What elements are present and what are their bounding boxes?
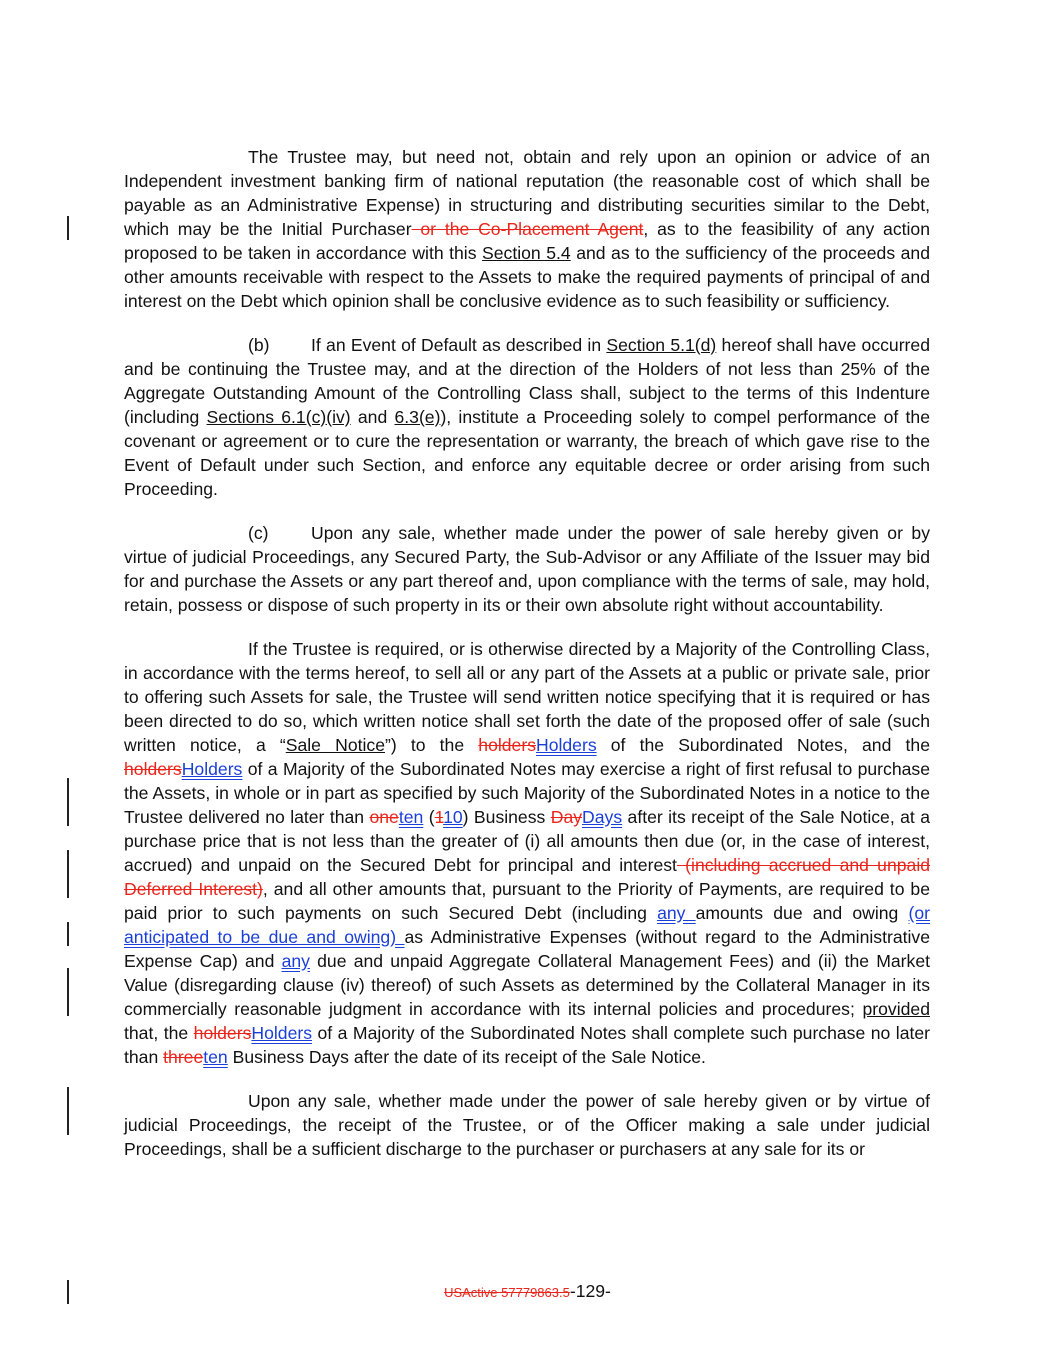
section-reference: Section 5.4 bbox=[482, 243, 571, 263]
text: Upon any sale, whether made under the power of sale hereby given or by virtue of judicial Proceedings, any Secured Party, the Sub-Advisor or any Affiliate of the Issuer may bid for and purchase the Assets or any part thereof and, upon compliance with the terms of sale, may hold, retain, possess or dispose of such property in its or their own absolute right without accountability. bbox=[124, 523, 930, 615]
defined-term: provided bbox=[862, 999, 930, 1019]
paragraph-trustee-opinion bbox=[124, 145, 930, 313]
text: ) Business bbox=[462, 807, 551, 827]
paragraph-c bbox=[124, 521, 930, 617]
inserted-text: Days bbox=[582, 807, 623, 827]
change-bar bbox=[67, 922, 69, 946]
text: of a Majority of the Subordinated Notes may exercise a right of first refusal to purchase the Assets, in whole or in part as specified by such Majority of the Subordinated Notes in a notice to the Trustee delivered no later than bbox=[124, 759, 930, 827]
change-bar bbox=[67, 1087, 69, 1135]
deleted-text: holders bbox=[124, 759, 182, 779]
inserted-text: (or anticipated to be due and owing) bbox=[124, 903, 930, 947]
paragraph-sale-notice bbox=[124, 637, 930, 1069]
deleted-text: three bbox=[163, 1047, 204, 1067]
inserted-text: ten bbox=[203, 1047, 228, 1067]
deleted-text: holders bbox=[478, 735, 536, 755]
text: of a Majority of the Subordinated Notes shall complete such purchase no later than bbox=[124, 1023, 931, 1067]
text: and bbox=[350, 407, 395, 427]
inserted-text: ten bbox=[398, 807, 424, 827]
change-bar bbox=[67, 850, 69, 898]
text: , as to the feasibility of any action proposed to be taken in accordance with this bbox=[124, 219, 931, 263]
text: , and all other amounts that, pursuant to the Priority of Payments, are required to be paid prior to such payments on such Secured Debt (including bbox=[124, 879, 930, 923]
page-footer bbox=[0, 1281, 1055, 1302]
text: hereof shall have occurred and be continuing the Trustee may, and at the direction of the Holders of not less than 25% of the Aggregate Outstanding Amount of the Controlling Class shall, subject to the terms of this Indenture (including bbox=[124, 335, 930, 427]
change-bar bbox=[67, 968, 69, 1016]
text: Upon any sale, whether made under the power of sale hereby given or by virtue of judicial Proceedings, the receipt of the Trustee, or of the Officer making a sale under judicial Proceedings, shall be a sufficient discharge to the purchaser or purchasers at any sale for its or bbox=[124, 1091, 930, 1159]
text: If the Trustee is required, or is otherwise directed by a Majority of the Controlling Class, in accordance with the terms hereof, to sell all or any part of the Assets at a public or private sale, prior to offering such Assets for sale, the Trustee will send written notice specifying that it is required or has been directed to do so, which written notice shall set forth the date of the proposed offer of sale (such written notice, a “ bbox=[124, 639, 930, 755]
text: The Trustee may, but need not, obtain and rely upon an opinion or advice of an Independent investment banking firm of national reputation (the reasonable cost of which shall be payable as an Administrative Expense) in structuring and distributing securities similar to the Debt, which may be the Initial Purchaser bbox=[124, 147, 930, 239]
text: ( bbox=[423, 807, 435, 827]
inserted-text: Holders bbox=[251, 1023, 313, 1043]
document-id: USActive 57779863.5 bbox=[444, 1285, 570, 1300]
clause-label: (b) bbox=[248, 335, 270, 355]
inserted-text: 10 bbox=[443, 807, 463, 827]
inserted-text: any bbox=[657, 903, 696, 923]
text: after its receipt of the Sale Notice, at a purchase price that is not less than the greater of (i) all amounts then due (or, in the case of interest, accrued) and unpaid on the Secured Debt for principal and interest bbox=[124, 807, 930, 875]
text: of the Subordinated Notes, and the bbox=[596, 735, 930, 755]
change-bar bbox=[67, 216, 69, 240]
document-body bbox=[124, 145, 930, 1181]
text: that, the bbox=[124, 1023, 194, 1043]
text: Business Days after the date of its receipt of the Sale Notice. bbox=[227, 1047, 706, 1067]
text: and as to the sufficiency of the proceeds and other amounts receivable with respect to the Assets to make the required payments of principal of and interest on the Debt which opinion shall be conclusive evidence as to such feasibility or sufficiency. bbox=[124, 243, 930, 311]
change-bar bbox=[67, 778, 69, 826]
text: amounts due and owing bbox=[695, 903, 909, 923]
section-reference: Sections 6.1(c)(iv) bbox=[206, 407, 351, 427]
deleted-text: or the Co-Placement Agent bbox=[411, 219, 644, 239]
paragraph-b bbox=[124, 333, 930, 501]
text: ), institute a Proceeding solely to compel performance of the covenant or agreement or to cure the representation or warranty, the breach of which gave rise to the Event of Default under such Section, and enforce any equitable decree or order arising from such Proceeding. bbox=[124, 407, 930, 499]
paragraph-sale-discharge bbox=[124, 1089, 930, 1161]
deleted-text: holders bbox=[193, 1023, 252, 1043]
inserted-text: Holders bbox=[181, 759, 243, 779]
deleted-text: Day bbox=[550, 807, 583, 827]
deleted-text: (including accrued and unpaid Deferred Interest) bbox=[124, 855, 931, 899]
clause-label: (c) bbox=[248, 523, 269, 543]
text: due and unpaid Aggregate Collateral Management Fees) and (ii) the Market Value (disregarding clause (iv) thereof) of such Assets as determined by the Collateral Manager in its commercially reasonable judgment in accordance with its internal policies and procedures; bbox=[124, 951, 930, 1019]
inserted-text: Holders bbox=[536, 735, 597, 755]
text: If an Event of Default as described in bbox=[311, 335, 607, 355]
section-reference: 6.3(e) bbox=[394, 407, 441, 427]
inserted-text: any bbox=[281, 951, 310, 971]
section-reference: Section 5.1(d) bbox=[606, 335, 717, 355]
page-number: -129- bbox=[569, 1281, 611, 1301]
defined-term: Sale Notice bbox=[285, 735, 385, 755]
deleted-text: one bbox=[369, 807, 399, 827]
text: as Administrative Expenses (without regard to the Administrative Expense Cap) and bbox=[124, 927, 930, 971]
deleted-text: 1 bbox=[434, 807, 444, 827]
text: ”) to the bbox=[384, 735, 479, 755]
